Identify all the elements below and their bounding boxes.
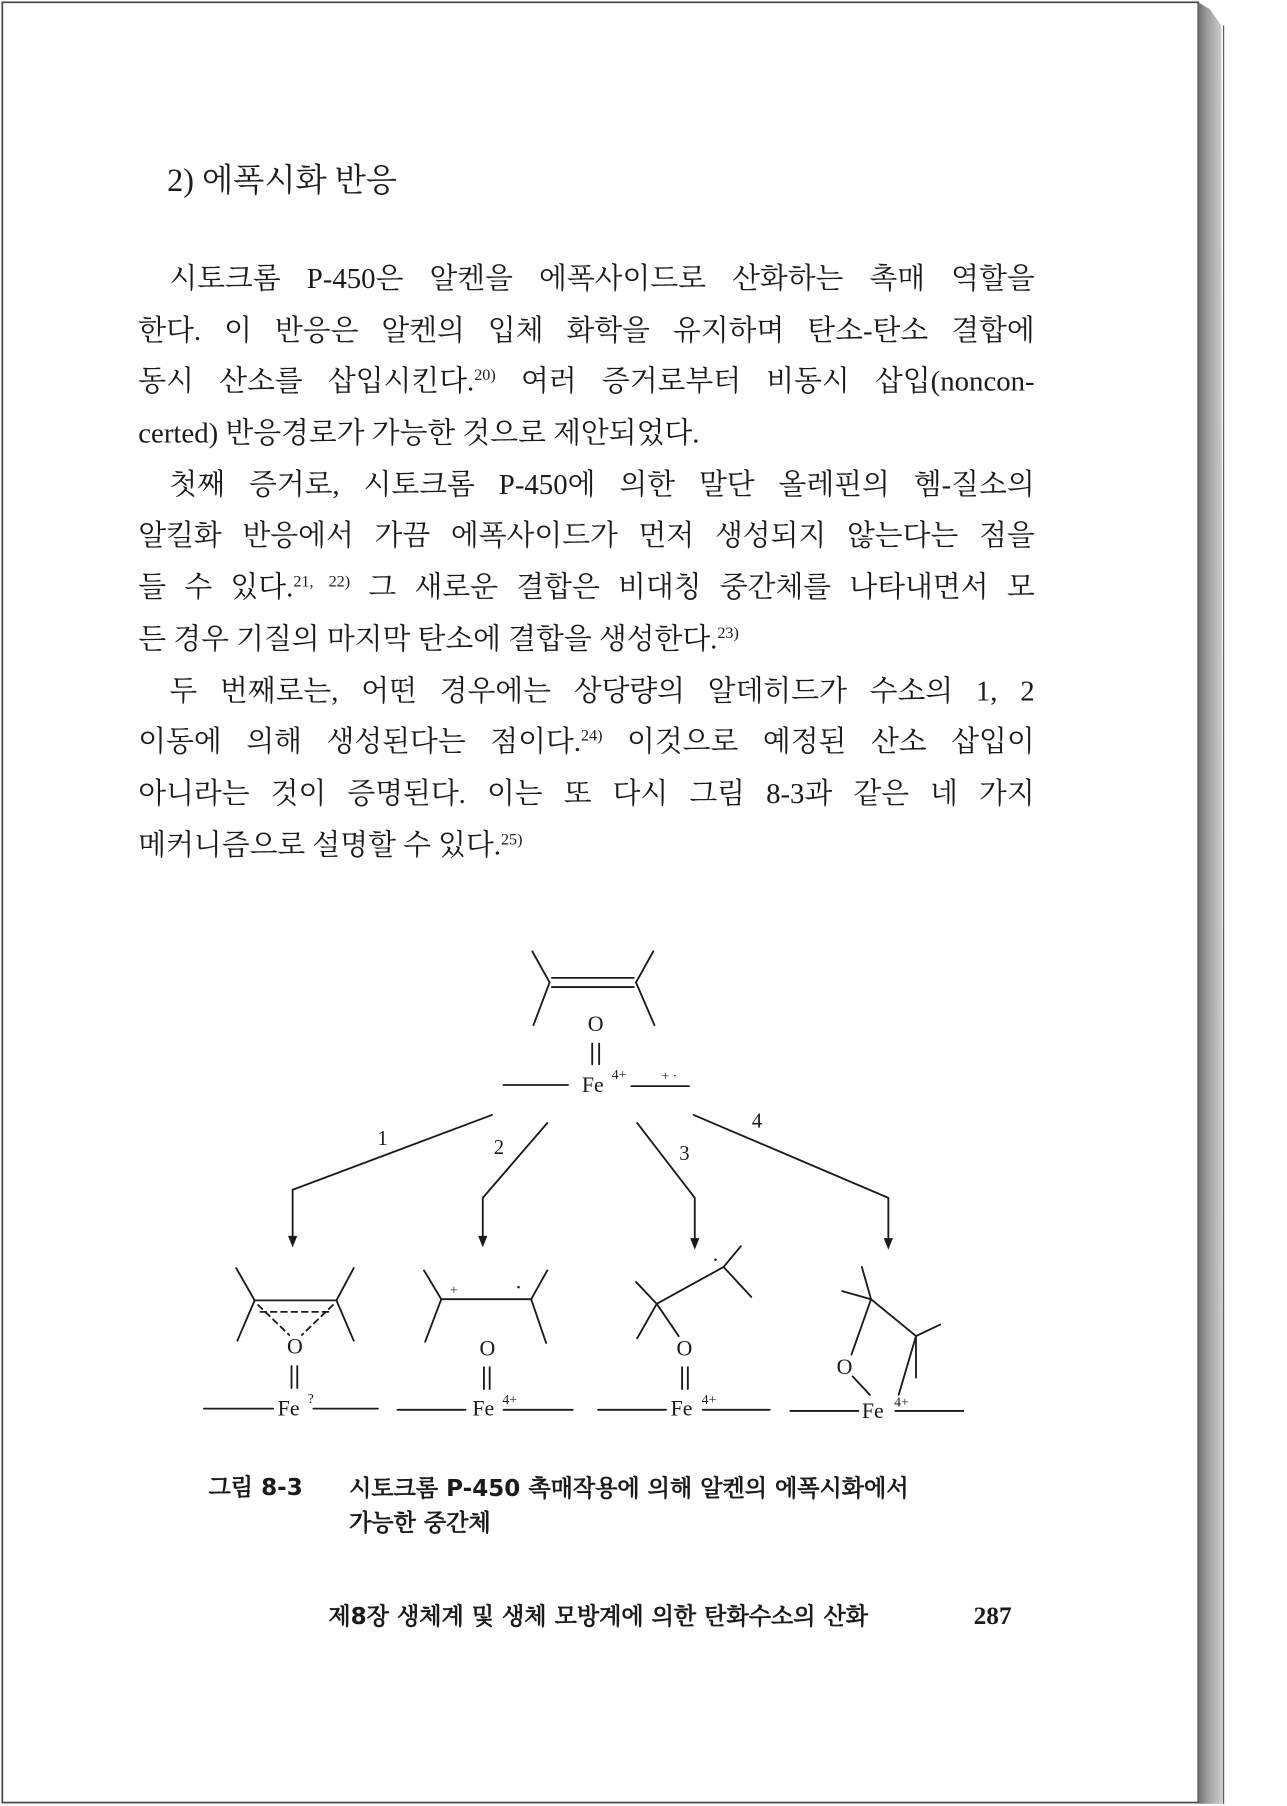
intermediate-1 xyxy=(204,1268,378,1420)
text-line xyxy=(138,409,1034,460)
line-text: 한다. 이 반응은 알켄의 입체 화학을 유지하며 탄소-탄소 결합에 xyxy=(138,315,1035,347)
arrowhead-1 xyxy=(288,1236,297,1248)
alkene-substituent-bond xyxy=(636,951,653,982)
arrowhead-2 xyxy=(478,1236,487,1248)
substituent-bond xyxy=(842,1291,871,1299)
reference-superscript: 21, 22) xyxy=(293,573,351,592)
reference-superscript: 25) xyxy=(500,831,523,849)
reactant-group xyxy=(504,951,690,1097)
line-text: 첫째 증거로, 시토크롬 P-450에 의한 말단 올레핀의 헴-질소의 xyxy=(169,469,1035,501)
reference-superscript: 20) xyxy=(474,367,496,386)
substituent-bond xyxy=(916,1325,940,1337)
line-text: 이동에 의해 생성된다는 점이다. xyxy=(138,726,581,759)
page-edge-shadow xyxy=(1198,2,1223,1803)
pathway-label-3: 3 xyxy=(679,1142,690,1165)
text-line xyxy=(138,769,1034,820)
pathway-label-4: 4 xyxy=(751,1110,763,1133)
iron-label: Fe xyxy=(472,1396,495,1421)
iron-label: Fe xyxy=(277,1396,300,1421)
radical-dot: · xyxy=(514,1275,523,1300)
text-line xyxy=(138,718,1034,769)
figure-caption-line: 가능한 중간체 xyxy=(349,1508,491,1537)
carbon-oxygen-bond xyxy=(851,1299,871,1354)
mechanism-figure xyxy=(184,921,991,1451)
oxygen-label: O xyxy=(287,1334,303,1359)
radical-dot: · xyxy=(711,1247,720,1272)
carbon-oxygen-bond xyxy=(657,1304,679,1336)
line-text: 시토크롬 P-450은 알켄을 에폭사이드로 산화하는 촉매 역할을 xyxy=(169,263,1035,295)
pathway-arrow-4 xyxy=(694,1115,889,1239)
reference-superscript: 24) xyxy=(580,728,603,746)
oxygen-label: O xyxy=(479,1336,496,1361)
text-line xyxy=(138,821,1034,872)
line-text: 메커니즘으로 설명할 수 있다. xyxy=(138,829,501,862)
partial-bond-dashed xyxy=(258,1305,289,1335)
substituent-bond xyxy=(237,1300,254,1340)
text-line xyxy=(138,563,1034,614)
intermediate-3 xyxy=(598,1246,770,1420)
pathway-arrow-3 xyxy=(637,1123,695,1239)
pathway-label-1: 1 xyxy=(377,1127,388,1150)
porphyrin-radical-cation: + · xyxy=(661,1068,678,1084)
iron-charge: 4+ xyxy=(894,1394,909,1410)
reactant-iron-label: Fe xyxy=(581,1072,604,1097)
alkene-substituent-bond xyxy=(532,951,549,982)
line-text: certed) 반응경로가 가능한 것으로 제안되었다. xyxy=(138,418,700,450)
carbon-carbon-bond xyxy=(657,1267,724,1304)
substituent-bond xyxy=(531,1299,546,1343)
substituent-bond xyxy=(637,1304,657,1339)
substituent-bond xyxy=(425,1299,441,1342)
text-line xyxy=(138,666,1034,717)
text-line xyxy=(138,357,1034,408)
text-line xyxy=(138,512,1034,563)
line-text: 알킬화 반응에서 가끔 에폭사이드가 먼저 생성되지 않는다는 점을 xyxy=(138,521,1035,553)
arrowhead-4 xyxy=(884,1238,893,1250)
iron-charge: ? xyxy=(307,1390,314,1406)
line-text: 이것으로 예정된 산소 삽입이 xyxy=(602,726,1035,759)
oxygen-iron-bond xyxy=(853,1376,870,1394)
arrowhead-3 xyxy=(690,1238,699,1250)
section-heading: 2) 에폭시화 반응 xyxy=(167,163,398,200)
intermediate-4 xyxy=(790,1267,963,1423)
intermediate-2 xyxy=(398,1270,573,1420)
line-text: 두 번째로는, 어떤 경우에는 상당량의 알데히드가 수소의 1, 2 xyxy=(169,675,1035,707)
alkene-substituent-bond xyxy=(533,982,549,1025)
substituent-bond xyxy=(424,1270,441,1299)
figure-caption-label: 그림 8-3 xyxy=(208,1473,303,1501)
pathway-arrow-2 xyxy=(483,1123,548,1237)
line-text: 그 새로운 결합은 비대칭 중간체를 나타내면서 모 xyxy=(350,572,1035,604)
text-line xyxy=(138,255,1034,306)
iron-label: Fe xyxy=(670,1396,693,1421)
substituent-bond xyxy=(336,1300,353,1340)
body-text xyxy=(138,255,1034,873)
substituent-bond xyxy=(862,1267,871,1299)
line-text: 들 수 있다. xyxy=(138,572,294,604)
line-text: 여러 증거로부터 비동시 삽입(noncon- xyxy=(495,366,1035,398)
reference-superscript: 23) xyxy=(717,625,739,643)
substituent-bond xyxy=(531,1270,547,1299)
text-line xyxy=(138,615,1034,666)
pathway-arrows xyxy=(288,1111,893,1250)
running-title: 제8장 생체계 및 생체 모방계에 의한 탄화수소의 산화 xyxy=(328,1602,869,1630)
text-line xyxy=(138,306,1034,357)
oxygen-label: O xyxy=(836,1355,853,1380)
line-text: 든 경우 기질의 마지막 탄소에 결합을 생성한다. xyxy=(138,624,718,656)
figure-caption xyxy=(349,1471,908,1540)
partial-bond-dashed xyxy=(302,1305,333,1335)
iron-label: Fe xyxy=(861,1398,884,1423)
iron-charge: 4+ xyxy=(701,1392,717,1408)
reactant-iron-charge: 4+ xyxy=(611,1067,627,1083)
alkene-substituent-bond xyxy=(636,982,654,1025)
carbon-carbon-bond xyxy=(871,1299,916,1336)
oxygen-label: O xyxy=(676,1336,693,1361)
substituent-bond xyxy=(336,1268,353,1300)
pathway-arrow-1 xyxy=(293,1115,492,1237)
iron-charge: 4+ xyxy=(502,1392,518,1408)
text-line xyxy=(138,460,1034,511)
substituent-bond xyxy=(636,1282,657,1304)
substituent-bond xyxy=(724,1246,741,1267)
page-number: 287 xyxy=(973,1600,1012,1630)
figure-caption-line: 시토크롬 P-450 촉매작용에 의해 알켄의 에폭시화에서 xyxy=(349,1474,909,1502)
substituent-bond xyxy=(724,1267,752,1297)
carbon-iron-bond xyxy=(899,1336,916,1395)
line-text: 아니라는 것이 증명된다. 이는 또 다시 그림 8-3과 같은 네 가지 xyxy=(138,778,1035,810)
substituent-bond xyxy=(236,1268,254,1300)
pathway-label-2: 2 xyxy=(493,1137,505,1160)
running-footer xyxy=(328,1600,1011,1632)
carbocation-sign: + xyxy=(450,1282,458,1298)
line-text: 동시 산소를 삽입시킨다. xyxy=(138,366,475,398)
reactant-oxygen-label: O xyxy=(587,1011,604,1036)
